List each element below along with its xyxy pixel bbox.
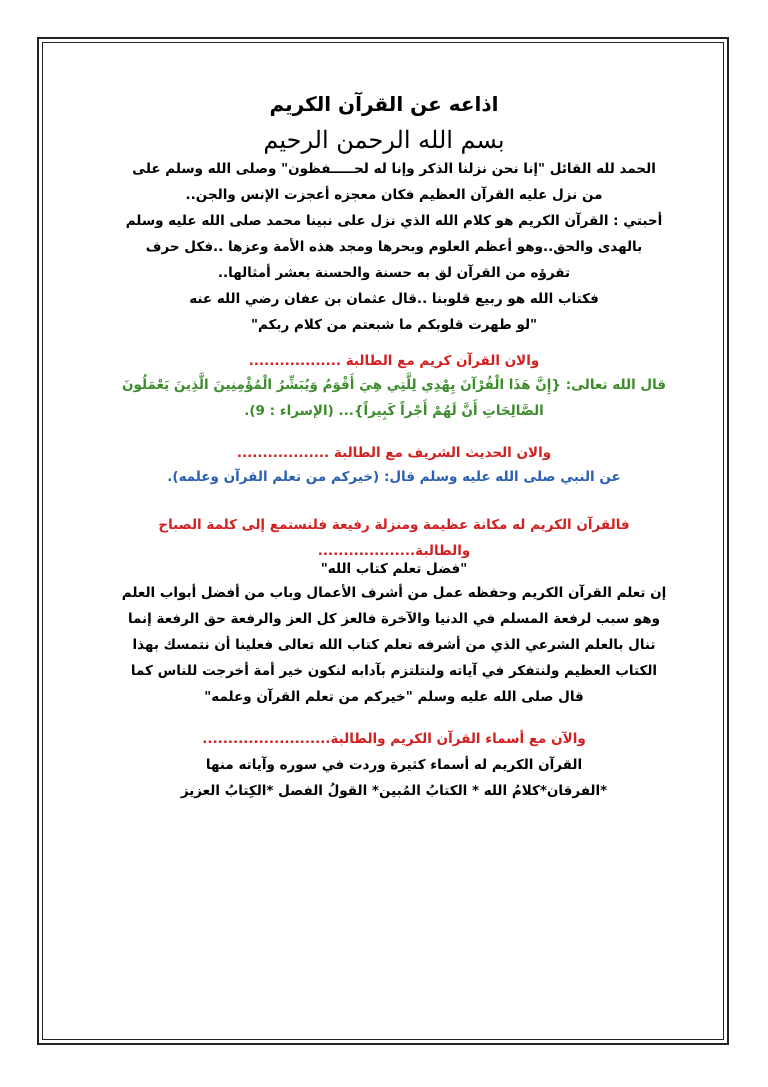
- speech-body-line: تنال بالعلم الشرعي الذي من أشرفه تعلم كتاب الله تعالى فعلينا أن نتمسك بهذا: [132, 637, 656, 653]
- intro-line: أحبتي : القرآن الكريم هو كلام الله الذي نزل على نبينا محمد صلى الله عليه وسلم: [125, 213, 663, 229]
- quran-heading-text: والان القرآن كريم مع الطالبة ..................: [248, 353, 540, 369]
- hadith-heading-text: والان الحديث الشريف مع الطالبة ..................: [236, 445, 552, 461]
- speech-body-line: إن تعلم القرآن الكريم وحفظه عمل من أشرف الأعمال وباب من أفضل أبواب العلم: [121, 585, 667, 601]
- speech-body-line: قال صلى الله عليه وسلم "خيركم من تعلم القرآن وعلمه": [204, 689, 584, 705]
- speech-title-text: "فضل تعلم كتاب الله": [320, 561, 468, 577]
- hadith-text-prefix: عن النبي صلى الله عليه وسلم قال:: [383, 469, 621, 485]
- intro-line: فكتاب الله هو ربيع قلوبنا ..قال عثمان بن عفان رضي الله عنه: [189, 291, 599, 307]
- intro-line: تقرؤه من القرآن لق به حسنة والحسنة بعشر أمثالها..: [217, 265, 571, 281]
- speech-body-line: وهو سبب لرفعة المسلم في الدنيا والآخرة فالعز كل العز والرفعة حق الرفعة إنما: [127, 611, 661, 627]
- names-body: [118, 752, 670, 804]
- quran-verse: [108, 372, 680, 424]
- names-body-line: القرآن الكريم له أسماء كثيرة وردت في سوره وآياته منها: [205, 757, 583, 773]
- names-body-line: *الفرقان*كلامُ الله * الكتابُ المُبين* القولُ الفصل *الكِتابُ العزيز: [180, 783, 608, 799]
- intro-line: بالهدى والحق..وهو أعظم العلوم وبحرها ومجد هذه الأمة وعزها ..فكل حرف: [145, 239, 643, 255]
- intro-paragraph: [108, 156, 680, 338]
- intro-line: من نزل عليه القرآن العظيم فكان معجزه أعجزت الإنس والجن..: [185, 187, 603, 203]
- speech-body-line: الكتاب العظيم ولنتفكر في آياته ولنتلتزم بآدابه لنكون خير أمة أخرجت للناس كما: [130, 663, 658, 679]
- speech-title: [118, 556, 670, 582]
- document-title: اذاعه عن القرآن الكريم: [269, 92, 499, 116]
- quran-verse-line: قال الله تعالى: {إِنَّ هَذَا الْقُرْآنَ يِهْدِي لِلَّتِي هِيَ أَقْوَمُ وَيُبَشِّرُ الْمُؤْمِنِينَ الَّذِينَ يَعْمَلُونَ: [121, 377, 667, 393]
- hadith-text-quote: (خيركم من تعلم القرآن وعلمه).: [167, 469, 380, 485]
- names-heading: [118, 726, 670, 752]
- speech-intro-line: فالقرآن الكريم له مكانة عظيمة ومنزلة رفيعة فلنستمع إلى كلمة الصباح: [158, 517, 630, 533]
- intro-line: "لو طهرت قلوبكم ما شبعتم من كلام ربكم": [250, 317, 538, 333]
- speech-intro-line: والطالبة...................: [317, 543, 471, 559]
- quran-heading: [118, 348, 670, 374]
- quran-verse-line: الصَّالِحَاتِ أَنَّ لَهُمْ أَجْراً كَبِيراً}... (الإسراء : 9).: [244, 403, 544, 419]
- basmala: بسم الله الرحمن الرحيم: [263, 126, 505, 154]
- speech-body: [108, 580, 680, 710]
- hadith-heading: [118, 440, 670, 466]
- hadith-text: [118, 464, 670, 490]
- names-heading-text: والآن مع أسماء القرآن الكريم والطالبة.........................: [202, 731, 586, 747]
- intro-line: الحمد لله القائل "إنا نحن نزلنا الذكر وإنا له لحـــــفظون" وصلى الله وسلم على: [132, 161, 656, 177]
